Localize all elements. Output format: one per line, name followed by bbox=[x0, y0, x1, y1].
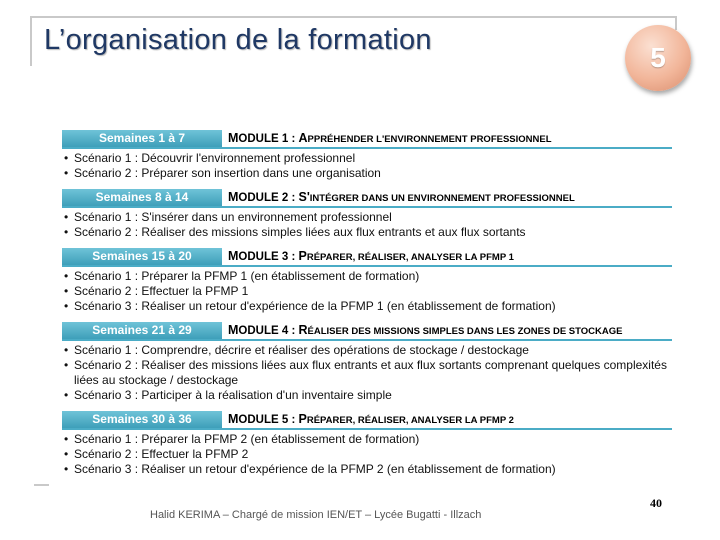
scenario-item: • Scénario 1 : Préparer la PFMP 1 (en établissement de formation) bbox=[62, 269, 672, 284]
scenario-list bbox=[62, 432, 672, 477]
scenario-item: • Scénario 3 : Participer à la réalisation d'un inventaire simple bbox=[62, 388, 672, 403]
module-2 bbox=[62, 189, 672, 240]
scenario-list bbox=[62, 343, 672, 403]
scenario-list bbox=[62, 151, 672, 181]
module-5 bbox=[62, 411, 672, 477]
frame-right-line bbox=[675, 16, 677, 30]
module-header bbox=[62, 189, 672, 208]
badge-number: 5 bbox=[650, 42, 666, 73]
footer-line bbox=[34, 484, 49, 486]
scenario-item: • Scénario 2 : Réaliser des missions simples liées aux flux entrants et aux flux sortants bbox=[62, 225, 672, 240]
module-header bbox=[62, 411, 672, 430]
module-title: MODULE 4 : RÉALISER DES MISSIONS SIMPLES DANS LES ZONES DE STOCKAGE bbox=[228, 323, 623, 337]
module-header bbox=[62, 322, 672, 341]
weeks-label: Semaines 8 à 14 bbox=[62, 189, 222, 206]
scenario-item: • Scénario 1 : Découvrir l'environnement professionnel bbox=[62, 151, 672, 166]
scenario-item: • Scénario 2 : Réaliser des missions liées aux flux entrants et aux flux sortants comprenant quelques complexités liées au stockage / destockage bbox=[62, 358, 672, 388]
scenario-item: • Scénario 3 : Réaliser un retour d'expérience de la PFMP 2 (en établissement de formation) bbox=[62, 462, 672, 477]
module-header bbox=[62, 248, 672, 267]
scenario-list bbox=[62, 210, 672, 240]
scenario-item: • Scénario 2 : Effectuer la PFMP 1 bbox=[62, 284, 672, 299]
weeks-label: Semaines 1 à 7 bbox=[62, 130, 222, 147]
module-4 bbox=[62, 322, 672, 403]
page-number: 40 bbox=[650, 496, 662, 510]
module-title: MODULE 3 : PRÉPARER, RÉALISER, ANALYSER LA PFMP 1 bbox=[228, 249, 514, 263]
scenario-item: • Scénario 1 : Comprendre, décrire et réaliser des opérations de stockage / destockage bbox=[62, 343, 672, 358]
module-title: MODULE 1 : APPRÉHENDER L'ENVIRONNEMENT PROFESSIONNEL bbox=[228, 131, 552, 145]
weeks-label: Semaines 15 à 20 bbox=[62, 248, 222, 265]
slide-number-badge bbox=[625, 25, 691, 91]
scenario-item: • Scénario 1 : Préparer la PFMP 2 (en établissement de formation) bbox=[62, 432, 672, 447]
weeks-label: Semaines 21 à 29 bbox=[62, 322, 222, 339]
modules-list bbox=[62, 130, 672, 485]
footer-text: Halid KERIMA – Chargé de mission IEN/ET – Lycée Bugatti - Illzach bbox=[150, 509, 482, 521]
module-title: MODULE 2 : S'INTÉGRER DANS UN ENVIRONNEMENT PROFESSIONNEL bbox=[228, 190, 575, 204]
scenario-item: • Scénario 2 : Préparer son insertion dans une organisation bbox=[62, 166, 672, 181]
scenario-item: • Scénario 2 : Effectuer la PFMP 2 bbox=[62, 447, 672, 462]
scenario-list bbox=[62, 269, 672, 314]
frame-top-line bbox=[30, 16, 677, 18]
module-header bbox=[62, 130, 672, 149]
weeks-label: Semaines 30 à 36 bbox=[62, 411, 222, 428]
scenario-item: • Scénario 1 : S'insérer dans un environnement professionnel bbox=[62, 210, 672, 225]
slide-title: L’organisation de la formation bbox=[44, 24, 432, 56]
module-3 bbox=[62, 248, 672, 314]
module-title: MODULE 5 : PRÉPARER, RÉALISER, ANALYSER LA PFMP 2 bbox=[228, 412, 514, 426]
frame-left-line bbox=[30, 16, 32, 66]
module-1 bbox=[62, 130, 672, 181]
scenario-item: • Scénario 3 : Réaliser un retour d'expérience de la PFMP 1 (en établissement de formation) bbox=[62, 299, 672, 314]
